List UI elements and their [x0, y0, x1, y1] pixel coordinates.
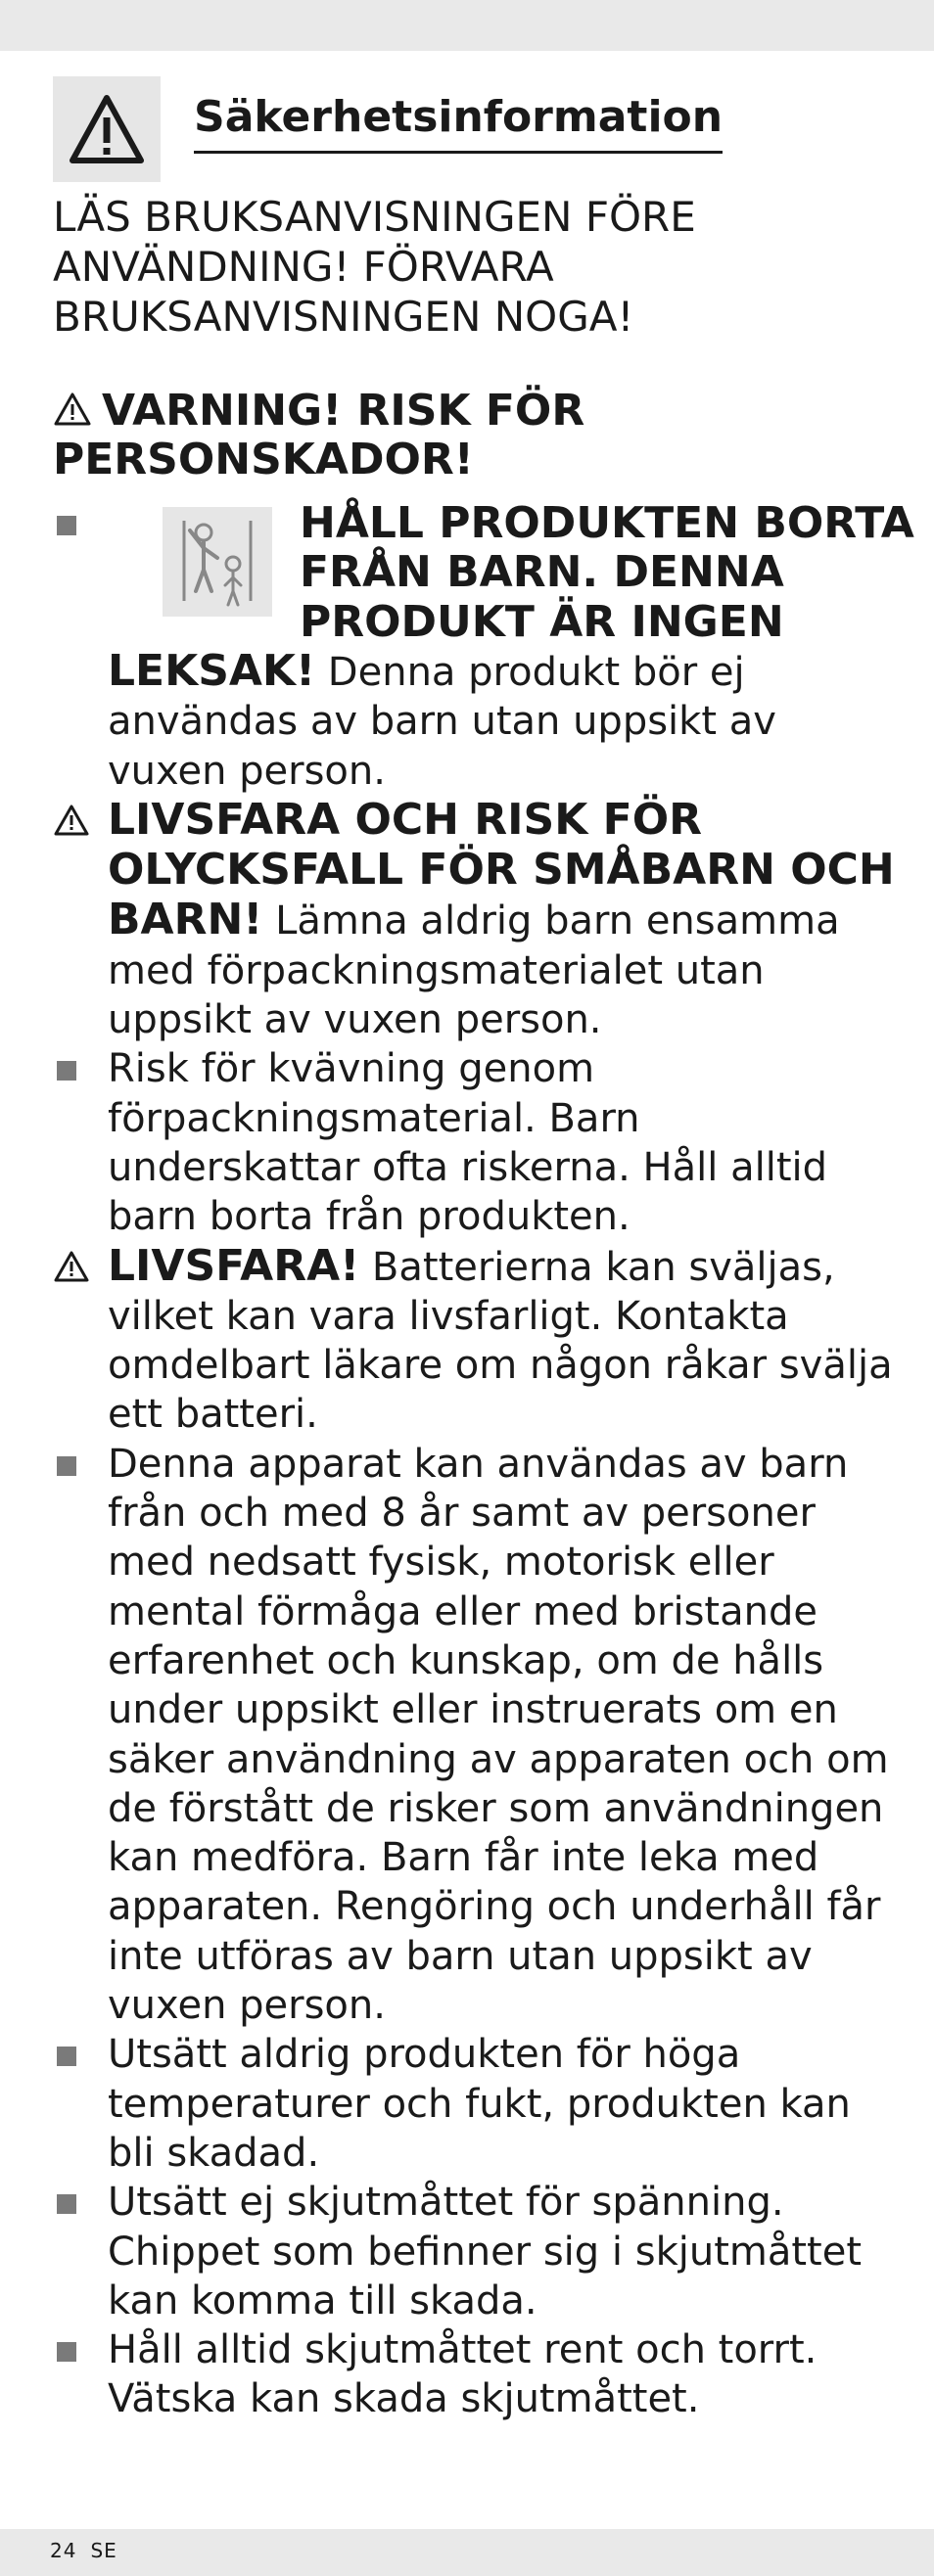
language-code: SE — [90, 2539, 117, 2562]
list-item-heat — [53, 2030, 895, 2178]
page-title: Säkerhetsinformation — [194, 90, 723, 154]
bullet-square — [57, 2342, 76, 2362]
danger1-text: Lämna aldrig barn ensamma med förpackningsmaterialet utan uppsikt av vuxen person. — [108, 898, 840, 1043]
warning-triangle-icon — [53, 804, 90, 837]
danger1-bold: LIVSFARA OCH RISK FÖR OLYCKSFALL FÖR SMÅBARN OCH BARN! — [108, 794, 895, 945]
list-item-usage — [53, 1440, 895, 2031]
danger2-bold: LIVSFARA! — [108, 1240, 360, 1291]
list-item-tension — [53, 2178, 895, 2325]
bullet-square — [57, 1456, 76, 1476]
list-item-children — [53, 498, 914, 796]
safety-list — [53, 498, 914, 2424]
top-bar — [0, 0, 934, 51]
page-footer — [50, 2539, 131, 2562]
tension-text: Utsätt ej skjutmåttet för spänning. Chippet som befinner sig i skjutmåttet kan komma till skada. — [108, 2180, 863, 2323]
warning-triangle-icon — [53, 1250, 90, 1283]
list-item-suffocation — [53, 1044, 895, 1241]
intro-text: LÄS BRUKSANVISNINGEN FÖRE ANVÄNDNING! FÖRVARA BRUKSANVISNINGEN NOGA! — [53, 193, 696, 341]
warning-heading-text: VARNING! RISK FÖR PERSONSKADOR! — [53, 386, 585, 484]
usage-text: Denna apparat kan användas av barn från och med 8 år samt av personer med nedsatt fysisk, motorisk eller mental förmåga eller med bristande erfarenhet och kunskap, om de hålls under uppsikt eller instruerats om en säker användning av apparaten och om de förstått de risker som användningen kan medföra. Barn får inte leka med apparaten. Rengöring och underhåll får inte utföras av barn utan uppsikt av vuxen person. — [108, 1441, 889, 2029]
danger2-text: Batterierna kan sväljas, vilket kan vara livsfarligt. Kontakta omdelbart läkare om någon råkar svälja ett batteri. — [108, 1244, 893, 1438]
bullet-square — [57, 2194, 76, 2214]
suffocation-text: Risk för kvävning genom förpackningsmaterial. Barn underskattar ofta riskerna. Håll alltid barn borta från produkten. — [108, 1046, 827, 1240]
warning-triangle-icon — [53, 391, 92, 427]
warning-heading — [53, 387, 895, 484]
children-bold-text: HÅLL PRODUKTEN BORTA FRÅN BARN. DENNA PRODUKT ÄR INGEN — [300, 498, 914, 647]
clean-text: Håll alltid skjutmåttet rent och torrt. Vätska kan skada skjutmåttet. — [108, 2327, 817, 2422]
list-item-clean — [53, 2325, 895, 2424]
warning-icon-box — [53, 76, 161, 182]
bullet-square — [57, 516, 76, 535]
list-item-danger-children — [53, 796, 895, 1044]
children-text: Denna produkt bör ej användas av barn utan uppsikt av vuxen person. — [108, 650, 776, 794]
heat-text: Utsätt aldrig produkten för höga temperaturer och fukt, produkten kan bli skadad. — [108, 2032, 851, 2176]
bullet-square — [57, 1061, 76, 1081]
child-warning-icon — [163, 507, 272, 617]
bullet-square — [57, 2047, 76, 2066]
children-bold-cont: LEKSAK! — [108, 646, 316, 696]
page-number: 24 — [50, 2539, 77, 2562]
warning-icon — [69, 94, 145, 164]
bottom-bar — [0, 2529, 934, 2576]
list-item-battery-danger — [53, 1242, 895, 1440]
